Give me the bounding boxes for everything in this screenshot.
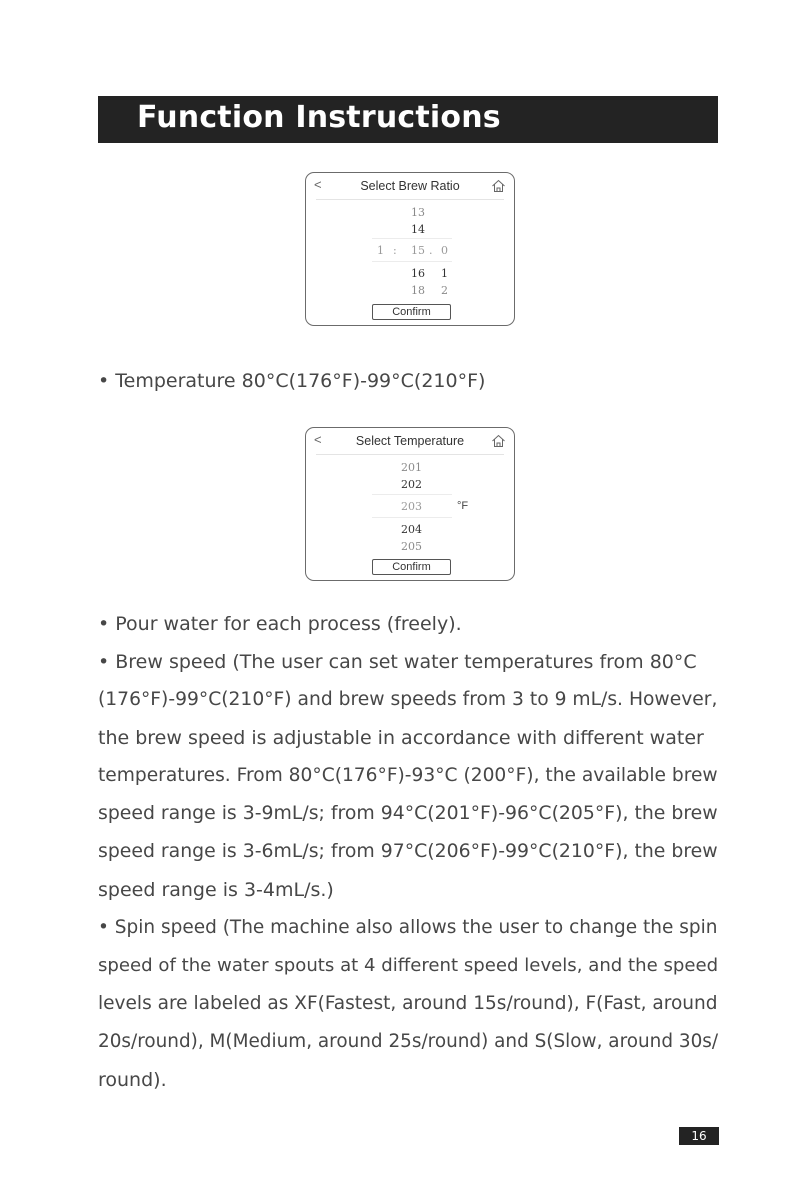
back-icon[interactable]: < [314,432,322,447]
ratio-value: 18 [411,284,425,297]
selection-line [372,517,452,518]
body-line: speed range is 3-6mL/s; from 97°C(206°F)-99°C(210°F), the brew [98,841,718,862]
back-icon[interactable]: < [314,177,322,192]
temperature-value: 201 [401,461,422,474]
ratio-value: 13 [411,206,425,219]
temperature-value: 205 [401,540,422,553]
ratio-colon: : [393,244,397,257]
ratio-value: 16 [411,267,425,280]
body-line: temperatures. From 80°C(176°F)-93°C (200°F), the available brew [98,765,718,786]
body-line: speed range is 3-9mL/s; from 94°C(201°F)-96°C(205°F), the brew [98,803,718,824]
temperature-bullet: • Temperature 80°C(176°F)-99°C(210°F) [98,370,486,392]
title-divider [316,454,504,455]
section-header [98,96,718,143]
selection-line [372,238,452,239]
section-title: Function Instructions [137,100,501,135]
temperature-value: 203 [401,500,422,513]
screen-title: Select Brew Ratio [360,179,460,193]
home-icon[interactable] [491,434,506,448]
selection-line [372,261,452,262]
ratio-decimal-value: 0 [441,244,448,257]
ratio-value: 14 [411,223,425,236]
body-line: (176°F)-99°C(210°F) and brew speeds from 3 to 9 mL/s. However, [98,689,718,710]
screen-title: Select Temperature [355,434,465,448]
body-line: • Spin speed (The machine also allows the user to change the spin [98,917,718,938]
ratio-value: 15 [411,244,425,257]
body-line: • Pour water for each process (freely). [98,613,462,635]
body-line: speed of the water spouts at 4 different speed levels, and the speed [98,955,719,976]
body-line: levels are labeled as XF(Fastest, around 15s/round), F(Fast, around [98,993,718,1014]
temperature-screen [305,427,515,581]
title-divider [316,199,504,200]
ratio-decimal-point: . [429,244,433,257]
ratio-decimal-value: 1 [441,267,448,280]
home-icon[interactable] [491,179,506,193]
body-line: speed range is 3-4mL/s.) [98,879,334,901]
ratio-decimal-value: 2 [441,284,448,297]
confirm-button[interactable]: Confirm [372,559,451,575]
temperature-value: 204 [401,523,422,536]
body-line: 20s/round), M(Medium, around 25s/round) and S(Slow, around 30s/ [98,1031,719,1052]
body-line: • Brew speed (The user can set water temperatures from 80°C [98,651,697,673]
brew-ratio-screen [305,172,515,326]
body-line: the brew speed is adjustable in accordance with different water [98,727,704,749]
temperature-value: 202 [401,478,422,491]
selection-line [372,494,452,495]
body-line: round). [98,1069,167,1091]
page-number: 16 [679,1127,719,1145]
temperature-unit: °F [457,500,469,512]
confirm-button[interactable]: Confirm [372,304,451,320]
ratio-left-value: 1 [377,244,384,257]
